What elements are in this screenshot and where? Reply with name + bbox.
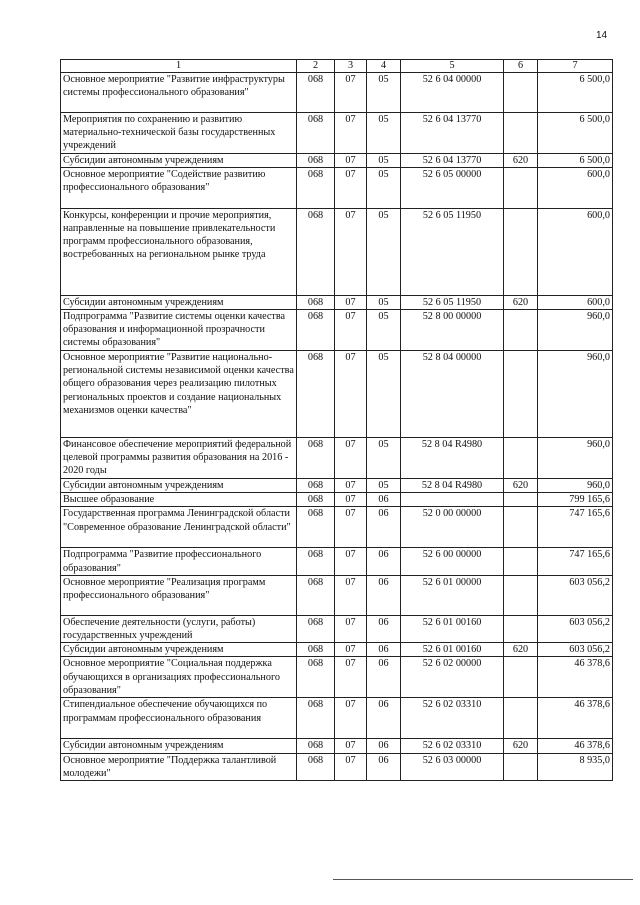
expense-type-code: 620 xyxy=(504,739,538,753)
expense-type-code xyxy=(504,310,538,351)
subsection-code: 05 xyxy=(367,310,401,351)
ministry-code: 068 xyxy=(297,739,335,753)
ministry-code: 068 xyxy=(297,295,335,309)
table-row xyxy=(61,615,613,642)
row-name: Субсидии автономным учреждениям xyxy=(61,643,297,657)
target-article-code: 52 6 01 00160 xyxy=(401,615,504,642)
subsection-code: 05 xyxy=(367,479,401,493)
column-header: 6 xyxy=(504,60,538,73)
expense-type-code xyxy=(504,351,538,438)
expense-type-code: 620 xyxy=(504,643,538,657)
row-name: Конкурсы, конференции и прочие мероприятия, направленные на повышение привлекательности программ профессионального образования, востребованных на региональном рынке труда xyxy=(61,208,297,295)
column-header: 7 xyxy=(538,60,613,73)
section-code: 07 xyxy=(335,351,367,438)
target-article-code: 52 8 04 00000 xyxy=(401,351,504,438)
table-row xyxy=(61,575,613,615)
subsection-code: 06 xyxy=(367,698,401,739)
target-article-code: 52 8 04 R4980 xyxy=(401,438,504,479)
section-code: 07 xyxy=(335,295,367,309)
expense-type-code xyxy=(504,507,538,548)
subsection-code: 06 xyxy=(367,548,401,575)
subsection-code: 05 xyxy=(367,351,401,438)
target-article-code: 52 6 04 13770 xyxy=(401,153,504,167)
row-name: Субсидии автономным учреждениям xyxy=(61,739,297,753)
target-article-code: 52 6 04 13770 xyxy=(401,113,504,154)
section-code: 07 xyxy=(335,208,367,295)
target-article-code: 52 6 02 03310 xyxy=(401,698,504,739)
section-code: 07 xyxy=(335,73,367,113)
row-name: Основное мероприятие "Развитие инфраструктуры системы профессионального образования" xyxy=(61,73,297,113)
row-amount: 6 500,0 xyxy=(538,113,613,154)
section-code: 07 xyxy=(335,479,367,493)
row-amount: 600,0 xyxy=(538,208,613,295)
table-row xyxy=(61,739,613,753)
expense-type-code xyxy=(504,753,538,780)
column-header: 3 xyxy=(335,60,367,73)
target-article-code: 52 6 03 00000 xyxy=(401,753,504,780)
row-amount: 960,0 xyxy=(538,310,613,351)
row-name: Финансовое обеспечение мероприятий федеральной целевой программы развития образования на 2016 - 2020 годы xyxy=(61,438,297,479)
row-amount: 46 378,6 xyxy=(538,657,613,698)
section-code: 07 xyxy=(335,438,367,479)
ministry-code: 068 xyxy=(297,310,335,351)
subsection-code: 06 xyxy=(367,753,401,780)
column-header: 2 xyxy=(297,60,335,73)
expense-type-code xyxy=(504,657,538,698)
row-amount: 799 165,6 xyxy=(538,493,613,507)
subsection-code: 05 xyxy=(367,73,401,113)
ministry-code: 068 xyxy=(297,507,335,548)
table-row xyxy=(61,493,613,507)
expense-type-code xyxy=(504,575,538,615)
target-article-code: 52 6 05 11950 xyxy=(401,208,504,295)
expense-type-code: 620 xyxy=(504,295,538,309)
section-code: 07 xyxy=(335,575,367,615)
subsection-code: 05 xyxy=(367,167,401,208)
section-code: 07 xyxy=(335,739,367,753)
row-name: Субсидии автономным учреждениям xyxy=(61,295,297,309)
subsection-code: 06 xyxy=(367,615,401,642)
table-row xyxy=(61,167,613,208)
page-number: 14 xyxy=(596,30,608,41)
expense-type-code xyxy=(504,615,538,642)
ministry-code: 068 xyxy=(297,753,335,780)
row-amount: 603 056,2 xyxy=(538,575,613,615)
ministry-code: 068 xyxy=(297,698,335,739)
table-row xyxy=(61,479,613,493)
row-amount: 46 378,6 xyxy=(538,739,613,753)
target-article-code: 52 0 00 00000 xyxy=(401,507,504,548)
section-code: 07 xyxy=(335,615,367,642)
row-name: Подпрограмма "Развитие профессионального образования" xyxy=(61,548,297,575)
row-name: Стипендиальное обеспечение обучающихся по программам профессионального образования xyxy=(61,698,297,739)
target-article-code: 52 6 01 00160 xyxy=(401,643,504,657)
section-code: 07 xyxy=(335,153,367,167)
row-amount: 747 165,6 xyxy=(538,507,613,548)
row-amount: 6 500,0 xyxy=(538,73,613,113)
table-row xyxy=(61,351,613,438)
target-article-code: 52 6 00 00000 xyxy=(401,548,504,575)
ministry-code: 068 xyxy=(297,153,335,167)
subsection-code: 06 xyxy=(367,575,401,615)
section-code: 07 xyxy=(335,698,367,739)
row-amount: 603 056,2 xyxy=(538,615,613,642)
table-row xyxy=(61,657,613,698)
ministry-code: 068 xyxy=(297,208,335,295)
section-code: 07 xyxy=(335,507,367,548)
target-article-code: 52 8 04 R4980 xyxy=(401,479,504,493)
subsection-code: 06 xyxy=(367,739,401,753)
subsection-code: 05 xyxy=(367,438,401,479)
column-header: 5 xyxy=(401,60,504,73)
ministry-code: 068 xyxy=(297,493,335,507)
ministry-code: 068 xyxy=(297,575,335,615)
column-header: 4 xyxy=(367,60,401,73)
ministry-code: 068 xyxy=(297,113,335,154)
table-row xyxy=(61,643,613,657)
row-amount: 46 378,6 xyxy=(538,698,613,739)
ministry-code: 068 xyxy=(297,351,335,438)
expense-type-code xyxy=(504,493,538,507)
subsection-code: 06 xyxy=(367,643,401,657)
target-article-code: 52 8 00 00000 xyxy=(401,310,504,351)
expense-type-code: 620 xyxy=(504,153,538,167)
row-name: Основное мероприятие "Содействие развитию профессионального образования" xyxy=(61,167,297,208)
ministry-code: 068 xyxy=(297,657,335,698)
table-row xyxy=(61,310,613,351)
row-amount: 6 500,0 xyxy=(538,153,613,167)
row-name: Основное мероприятие "Реализация программ профессионального образования" xyxy=(61,575,297,615)
row-name: Субсидии автономным учреждениям xyxy=(61,153,297,167)
target-article-code: 52 6 05 00000 xyxy=(401,167,504,208)
expense-type-code: 620 xyxy=(504,479,538,493)
row-name: Высшее образование xyxy=(61,493,297,507)
table-row xyxy=(61,208,613,295)
row-name: Государственная программа Ленинградской области "Современное образование Ленинградской области" xyxy=(61,507,297,548)
ministry-code: 068 xyxy=(297,643,335,657)
section-code: 07 xyxy=(335,167,367,208)
expense-type-code xyxy=(504,548,538,575)
target-article-code: 52 6 05 11950 xyxy=(401,295,504,309)
column-header: 1 xyxy=(61,60,297,73)
table-row xyxy=(61,73,613,113)
row-name: Основное мероприятие "Поддержка талантливой молодежи" xyxy=(61,753,297,780)
table-row xyxy=(61,295,613,309)
budget-table xyxy=(60,59,613,781)
row-amount: 960,0 xyxy=(538,438,613,479)
subsection-code: 05 xyxy=(367,295,401,309)
section-code: 07 xyxy=(335,548,367,575)
row-amount: 603 056,2 xyxy=(538,643,613,657)
table-row xyxy=(61,698,613,739)
subsection-code: 05 xyxy=(367,153,401,167)
ministry-code: 068 xyxy=(297,73,335,113)
expense-type-code xyxy=(504,438,538,479)
row-name: Основное мероприятие "Социальная поддержка обучающихся в организациях профессионального образования" xyxy=(61,657,297,698)
row-amount: 8 935,0 xyxy=(538,753,613,780)
row-amount: 960,0 xyxy=(538,479,613,493)
table-row xyxy=(61,507,613,548)
expense-type-code xyxy=(504,73,538,113)
ministry-code: 068 xyxy=(297,167,335,208)
target-article-code xyxy=(401,493,504,507)
row-amount: 747 165,6 xyxy=(538,548,613,575)
row-amount: 600,0 xyxy=(538,295,613,309)
expense-type-code xyxy=(504,167,538,208)
row-name: Мероприятия по сохранению и развитию материально-технической базы государственных учреждений xyxy=(61,113,297,154)
table-row xyxy=(61,753,613,780)
row-amount: 960,0 xyxy=(538,351,613,438)
table-row xyxy=(61,438,613,479)
target-article-code: 52 6 02 00000 xyxy=(401,657,504,698)
ministry-code: 068 xyxy=(297,615,335,642)
ministry-code: 068 xyxy=(297,479,335,493)
expense-type-code xyxy=(504,698,538,739)
ministry-code: 068 xyxy=(297,548,335,575)
header-row xyxy=(61,60,613,73)
subsection-code: 06 xyxy=(367,657,401,698)
expense-type-code xyxy=(504,113,538,154)
subsection-code: 05 xyxy=(367,208,401,295)
subsection-code: 05 xyxy=(367,113,401,154)
target-article-code: 52 6 04 00000 xyxy=(401,73,504,113)
section-code: 07 xyxy=(335,643,367,657)
expense-type-code xyxy=(504,208,538,295)
row-name: Подпрограмма "Развитие системы оценки качества образования и информационной прозрачности системы образования" xyxy=(61,310,297,351)
target-article-code: 52 6 02 03310 xyxy=(401,739,504,753)
row-name: Субсидии автономным учреждениям xyxy=(61,479,297,493)
row-amount: 600,0 xyxy=(538,167,613,208)
section-code: 07 xyxy=(335,493,367,507)
table-row xyxy=(61,153,613,167)
section-code: 07 xyxy=(335,310,367,351)
row-name: Обеспечение деятельности (услуги, работы) государственных учреждений xyxy=(61,615,297,642)
table-row xyxy=(61,548,613,575)
section-code: 07 xyxy=(335,753,367,780)
subsection-code: 06 xyxy=(367,493,401,507)
subsection-code: 06 xyxy=(367,507,401,548)
ministry-code: 068 xyxy=(297,438,335,479)
bottom-rule xyxy=(333,879,633,880)
row-name: Основное мероприятие "Развитие национально-региональной системы независимой оценки качества общего образования через реализацию пилотных региональных проектов и создание национальных механизмов оценки качества" xyxy=(61,351,297,438)
section-code: 07 xyxy=(335,657,367,698)
section-code: 07 xyxy=(335,113,367,154)
target-article-code: 52 6 01 00000 xyxy=(401,575,504,615)
table-row xyxy=(61,113,613,154)
